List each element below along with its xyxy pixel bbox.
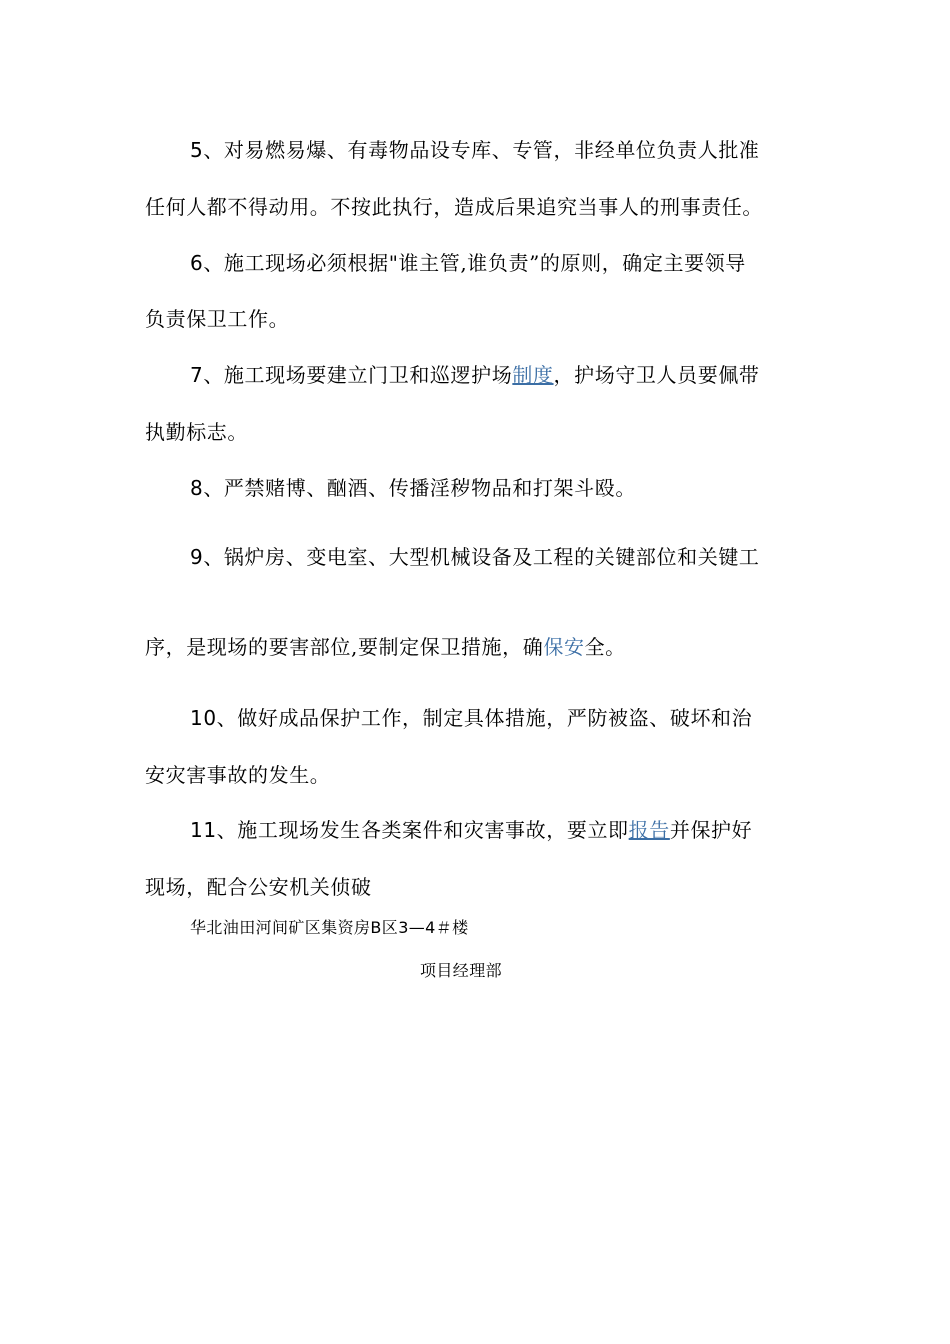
footer-org-code: B	[370, 918, 382, 937]
item-6-line-2: 负责保卫工作。	[145, 307, 290, 331]
item-9-line-2	[145, 633, 626, 661]
regulation-link[interactable]: 制度	[512, 363, 554, 387]
item-9-number: 9	[190, 545, 204, 569]
item-11-line-1	[190, 816, 752, 844]
footer-org-mid: 区	[381, 918, 399, 937]
item-6-line-1	[190, 249, 746, 277]
footer-organization	[190, 917, 469, 939]
item-7-number: 7	[190, 363, 204, 387]
item-11-line-2: 现场，配合公安机关侦破	[145, 875, 372, 899]
item-8-line-1	[190, 474, 636, 502]
item-5-text: 、对易燃易爆、有毒物品设专库、专管，非经单位负责人批准	[203, 138, 760, 162]
item-5-line-1	[190, 136, 760, 164]
item-7-text-after: ，护场守卫人员要佩带	[553, 363, 760, 387]
item-10-text: 、做好成品保护工作，制定具体措施，严防被盗、破坏和治	[216, 706, 753, 730]
footer-department: 项目经理部	[420, 961, 503, 980]
item-6-number: 6	[190, 251, 204, 275]
item-10-number: 10	[190, 706, 217, 730]
item-8-number: 8	[190, 476, 204, 500]
item-10-line-2: 安灾害事故的发生。	[145, 763, 331, 787]
item-9-text-after: 全。	[584, 635, 626, 659]
report-link[interactable]: 报告	[628, 818, 670, 842]
security-highlight: 保安	[543, 635, 585, 659]
item-8-text: 、严禁赌博、酗酒、传播淫秽物品和打架斗殴。	[203, 476, 636, 500]
item-11-number: 11	[190, 818, 217, 842]
item-5-line-2: 任何人都不得动用。不按此执行，造成后果追究当事人的刑事责任。	[145, 195, 763, 219]
item-11-text-after: 并保护好	[669, 818, 753, 842]
footer-org-prefix: 华北油田河间矿区集资房	[190, 918, 371, 937]
footer-org-suffix: ＃楼	[435, 918, 469, 937]
item-7-line-2: 执勤标志。	[145, 420, 248, 444]
item-5-number: 5	[190, 138, 204, 162]
item-7-text-before: 、施工现场要建立门卫和巡逻护场	[203, 363, 513, 387]
item-9-line-1	[190, 543, 760, 571]
item-10-line-1	[190, 704, 752, 732]
item-6-text: 、施工现场必须根据"谁主管,谁负责”的原则，确定主要领导	[203, 251, 746, 275]
item-9-text: 、锅炉房、变电室、大型机械设备及工程的关键部位和关键工	[203, 545, 760, 569]
item-11-text-before: 、施工现场发生各类案件和灾害事故，要立即	[216, 818, 629, 842]
item-7-line-1	[190, 361, 760, 389]
item-9-text-before: 序，是现场的要害部位,要制定保卫措施，确	[145, 635, 544, 659]
footer-org-num: 3—4	[398, 918, 436, 937]
